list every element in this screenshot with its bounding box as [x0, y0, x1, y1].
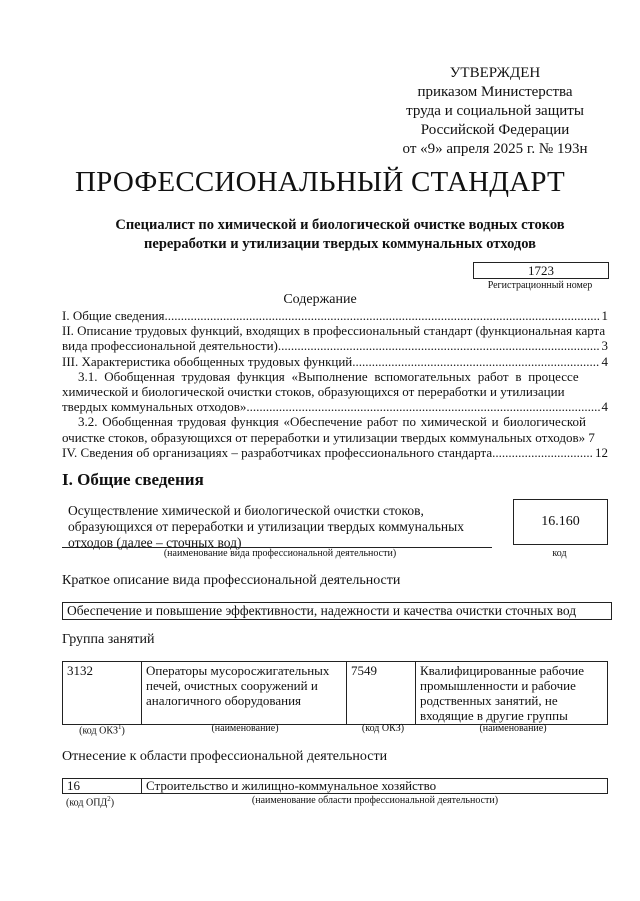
toc-item[interactable]: II. Описание трудовых функций, входящих в профессиональный стандарт (функциональная карта вида профессиональной деятельности) ..... 3: [62, 323, 608, 353]
activity-code-caption: код: [552, 548, 567, 559]
professional-area-table: [62, 778, 608, 794]
okz-name-caption: (наименование): [479, 723, 547, 734]
okz-name: Операторы мусоросжигательных печей, очистных сооружений и аналогичного оборудования: [142, 662, 347, 725]
section-heading: I. Общие сведения: [62, 470, 204, 489]
okz-name-caption: (наименование): [211, 723, 279, 734]
toc-item[interactable]: IV. Сведения об организациях – разработчиках профессионального стандарта ..... 12: [62, 445, 608, 460]
occupation-groups-table: [62, 661, 608, 725]
table-row: [63, 662, 608, 725]
short-description-box: Обеспечение и повышение эффективности, надежности и качества очистки сточных вод: [62, 602, 612, 620]
opd-name: Строительство и жилищно-коммунальное хозяйство: [142, 779, 608, 794]
toc-item[interactable]: III. Характеристика обобщенных трудовых функций ..... 4: [62, 354, 608, 369]
standard-name-line: Специалист по химической и биологической очистке водных стоков: [115, 217, 565, 233]
approval-line: от «9» апреля 2025 г. № 193н: [402, 141, 588, 157]
approval-line: УТВЕРЖДЕН: [449, 65, 541, 81]
approval-line: приказом Министерства: [417, 84, 573, 100]
approval-line: труда и социальной защиты: [406, 103, 584, 119]
okz-code-caption: (код ОКЗ$^1$): [79, 723, 125, 737]
approval-line: Российской Федерации: [420, 122, 570, 138]
toc-heading: Содержание: [283, 292, 357, 307]
standard-name: [40, 216, 640, 254]
registration-number-label: Регистрационный номер: [487, 280, 593, 291]
document-title: ПРОФЕССИОНАЛЬНЫЙ СТАНДАРТ: [75, 166, 565, 198]
registration-number-box: 1723: [473, 262, 609, 279]
okz-code: 3132: [63, 662, 142, 725]
toc-item[interactable]: I. Общие сведения ..... 1: [62, 308, 608, 323]
toc-item[interactable]: 3.1. Обобщенная трудовая функция «Выполнение вспомогательных работ в процессе химической и биологической очистки стоков, образующихся от переработки и утилизации твердых коммунальных отходов» ..... 4: [62, 369, 608, 415]
table-of-contents: [62, 308, 608, 460]
activity-code-box: 16.160: [513, 499, 608, 545]
opd-code: 16: [63, 779, 142, 794]
toc-item[interactable]: 3.2. Обобщенная трудовая функция «Обеспечение работ по химической и биологической очистке стоков, образующихся от переработки и утилизации твердых коммунальных отходов» 7: [62, 414, 595, 445]
opd-name-caption: (наименование области профессиональной деятельности): [251, 795, 499, 806]
okz-name: Квалифицированные рабочие промышленности и рабочие родственных занятий, не входящие в другие группы: [416, 662, 608, 725]
standard-name-line: переработки и утилизации твердых коммунальных отходов: [144, 236, 536, 252]
activity-kind-caption: (наименование вида профессиональной деятельности): [163, 548, 397, 559]
activity-kind-name: Осуществление химической и биологической очистки стоков, образующихся от переработки и утилизации твердых коммунальных отходов (далее – сточных вод): [68, 503, 464, 550]
okz-code-caption: (код ОКЗ): [361, 723, 405, 734]
approval-block: [380, 64, 610, 159]
professional-area-label: Отнесение к области профессиональной деятельности: [62, 749, 388, 764]
table-row: [63, 779, 608, 794]
occupation-group-label: Группа занятий: [62, 632, 155, 647]
opd-code-caption: (код ОПД$^2$): [66, 795, 115, 809]
okz-code: 7549: [347, 662, 416, 725]
short-description-label: Краткое описание вида профессиональной деятельности: [62, 573, 401, 588]
